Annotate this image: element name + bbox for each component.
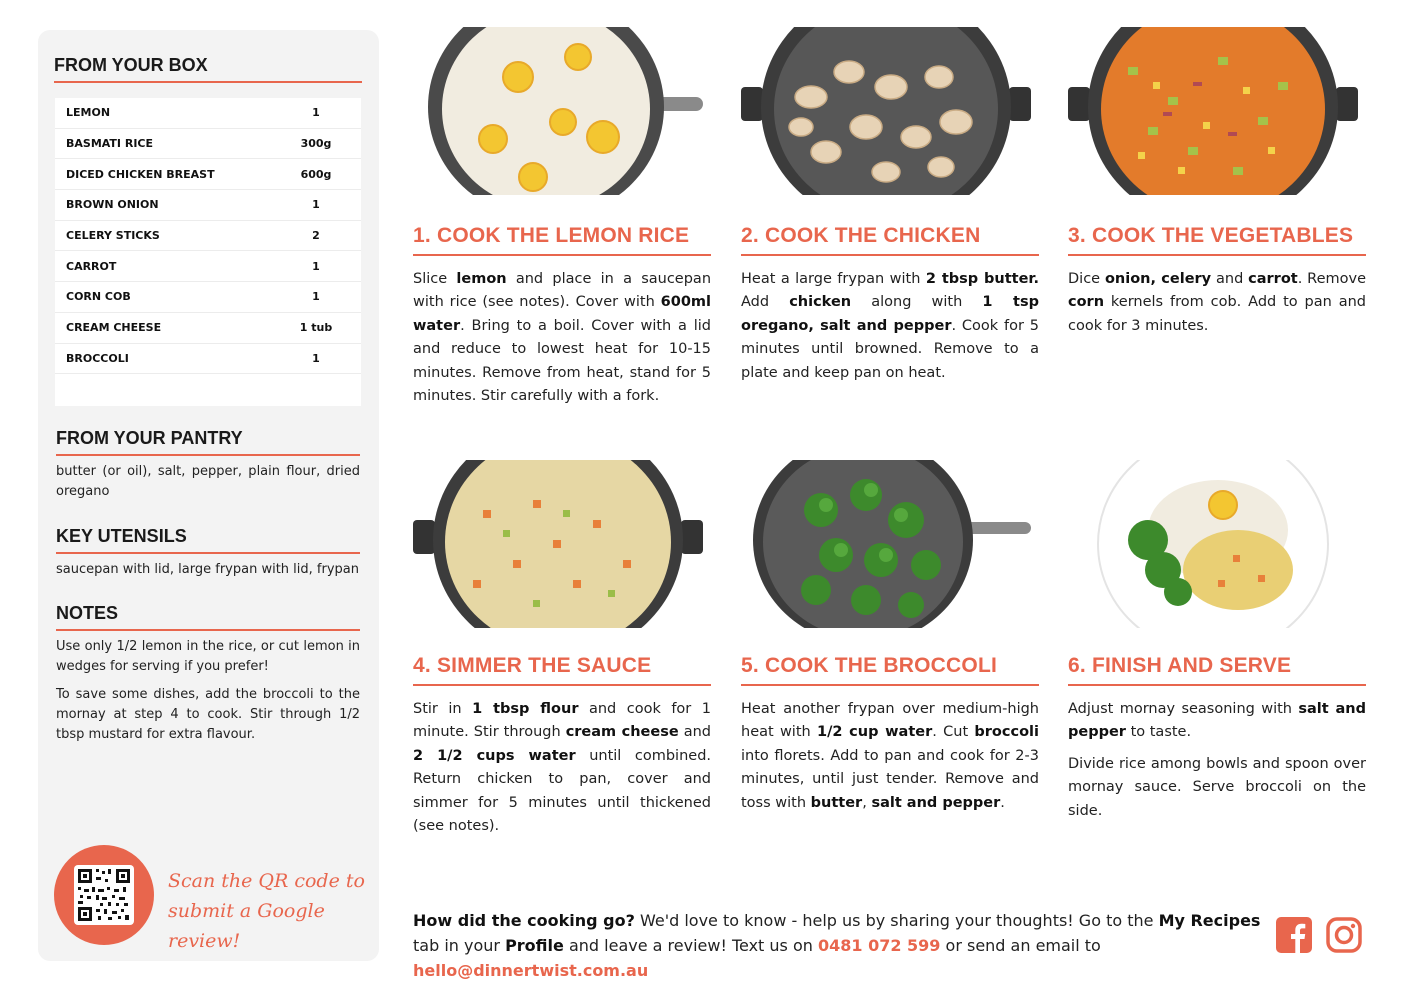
ingredient-qty: 1: [312, 259, 320, 273]
qr-caption-line1: Scan the QR code to: [168, 870, 365, 892]
text-run: until combined. Return chicken to pan, cover and simmer for 5 minutes until thickened (see notes).: [413, 747, 712, 835]
text-run: Slice: [413, 271, 457, 287]
ingredients-table: [55, 98, 361, 406]
ingredient-row: [55, 129, 361, 160]
text-run: Stir in: [413, 701, 473, 717]
step-4-photo: [413, 460, 703, 628]
ingredient-name: CELERY STICKS: [66, 229, 160, 243]
qr-caption: [168, 866, 368, 956]
text-run: or send an email to: [940, 936, 1101, 955]
ingredient-qty: 1 tub: [299, 321, 333, 335]
step-6-title: 6. FINISH AND SERVE: [1068, 654, 1292, 677]
step-4-text: [413, 698, 711, 838]
pantry-title: FROM YOUR PANTRY: [56, 428, 243, 448]
text-run: . Cook for 5 minutes until browned. Remove to a plate and keep pan on heat.: [741, 317, 1039, 381]
step-1-photo: [413, 27, 703, 195]
box-title: FROM YOUR BOX: [54, 55, 208, 75]
my-recipes-link[interactable]: My Recipes: [1158, 911, 1261, 930]
divider: [54, 81, 362, 83]
ingredient-highlight: 600ml water: [413, 294, 711, 334]
ingredient-name: CREAM CHEESE: [66, 321, 162, 335]
ingredient-highlight: carrot: [1248, 271, 1298, 287]
text-run: Add: [741, 294, 790, 311]
divider: [413, 254, 711, 256]
ingredient-qty: 1: [312, 198, 320, 212]
ingredient-highlight: onion, celery: [1104, 271, 1212, 287]
text-run: . Bring to a boil. Cover with a lid and reduce to lowest heat for 10-15 minutes. Remove from heat, stand for 5 minutes. Stir carefully with a fork.: [413, 317, 711, 405]
ingredient-qty: 1: [312, 290, 320, 304]
footer-question: How did the cooking go?: [413, 911, 635, 930]
divider: [1068, 684, 1366, 686]
ingredient-row: [55, 313, 361, 344]
ingredient-row: [55, 344, 361, 375]
text-run: Heat another frypan over medium-high heat with: [741, 701, 1039, 741]
text-run: We'd love to know - help us by sharing your thoughts! Go to the: [634, 911, 1159, 930]
ingredient-highlight: 2 tbsp butter.: [925, 271, 1039, 287]
utensils-text: saucepan with lid, large frypan with lid, frypan: [56, 562, 359, 577]
text-run: .: [1000, 794, 1005, 811]
phone-link[interactable]: 0481 072 599: [817, 936, 941, 955]
ingredient-row: [55, 282, 361, 313]
ingredient-qty: 600g: [300, 167, 332, 181]
ingredient-row: [55, 221, 361, 252]
divider: [741, 684, 1039, 686]
text-run: and leave a review! Text us on: [563, 936, 818, 955]
step-3-title: 3. COOK THE VEGETABLES: [1068, 224, 1354, 247]
step-6-para-1: [1068, 698, 1366, 745]
pantry-text: butter (or oil), salt, pepper, plain flour, dried oregano: [56, 464, 360, 499]
instagram-icon[interactable]: [1326, 917, 1362, 953]
divider: [741, 254, 1039, 256]
text-run: . Remove: [1297, 271, 1367, 287]
profile-link[interactable]: Profile: [505, 936, 564, 955]
note-2: To save some dishes, add the broccoli to the mornay at step 4 to cook. Stir through 1/2 tbsp mustard for extra flavour.: [56, 687, 360, 742]
ingredient-highlight: 1 tsp oregano, salt and pepper: [741, 294, 1039, 334]
review-footer: [413, 908, 1263, 983]
ingredient-name: CARROT: [66, 259, 117, 273]
divider: [56, 629, 360, 631]
step-3-photo: [1068, 27, 1358, 195]
ingredient-highlight: cream cheese: [565, 724, 679, 741]
step-6-para-2: Divide rice among bowls and spoon over mornay sauce. Serve broccoli on the side.: [1068, 755, 1366, 819]
step-3-text: [1068, 268, 1366, 338]
ingredient-qty: 1: [312, 106, 320, 120]
ingredient-name: DICED CHICKEN BREAST: [66, 167, 215, 181]
text-run: Dice: [1068, 271, 1105, 287]
qr-code-icon[interactable]: [74, 865, 134, 925]
ingredient-row: [55, 159, 361, 190]
ingredient-highlight: chicken: [789, 294, 852, 311]
step-2-text: [741, 268, 1039, 385]
note-1: Use only 1/2 lemon in the rice, or cut lemon in wedges for serving if you prefer!: [56, 639, 360, 674]
ingredient-highlight: corn: [1068, 294, 1105, 311]
divider: [1068, 254, 1366, 256]
step-2-photo: [741, 27, 1031, 195]
ingredient-highlight: 2 1/2 cups water: [413, 747, 576, 764]
ingredient-highlight: 1 tbsp flour: [472, 701, 579, 717]
step-2-title: 2. COOK THE CHICKEN: [741, 224, 981, 247]
text-run: tab in your: [413, 936, 506, 955]
ingredients-sidebar: [38, 30, 379, 961]
divider: [56, 552, 360, 554]
ingredient-name: BROCCOLI: [66, 351, 129, 365]
ingredient-qty: 2: [312, 229, 320, 243]
email-link[interactable]: hello@dinnertwist.com.au: [413, 961, 649, 980]
qr-badge[interactable]: [54, 845, 154, 945]
ingredient-name: BROWN ONION: [66, 198, 159, 212]
text-run: along with: [851, 294, 983, 311]
ingredient-row: [55, 98, 361, 129]
text-run: and: [678, 724, 711, 741]
text-run: to taste.: [1125, 724, 1192, 741]
ingredient-row: [55, 251, 361, 282]
ingredient-qty: 1: [312, 351, 320, 365]
ingredient-highlight: salt and pepper: [1068, 701, 1366, 741]
text-run: kernels from cob. Add to pan and cook for 3 minutes.: [1068, 294, 1366, 334]
facebook-icon[interactable]: [1276, 917, 1312, 953]
text-run: Heat a large frypan with: [741, 271, 926, 287]
text-run: and place in a saucepan with rice (see notes). Cover with: [413, 271, 712, 311]
ingredient-highlight: salt and pepper: [871, 794, 1001, 811]
text-run: ,: [862, 794, 872, 811]
text-run: . Cut: [932, 724, 975, 741]
step-5-title: 5. COOK THE BROCCOLI: [741, 654, 998, 677]
step-6-photo: [1068, 460, 1358, 628]
ingredient-highlight: butter: [810, 794, 863, 811]
utensils-title: KEY UTENSILS: [56, 526, 187, 546]
step-5-text: [741, 698, 1039, 815]
ingredient-name: CORN COB: [66, 290, 131, 304]
text-run: and cook for 1 minute. Stir through: [413, 701, 711, 741]
text-run: and: [1211, 271, 1249, 287]
divider: [413, 684, 711, 686]
step-4-title: 4. SIMMER THE SAUCE: [413, 654, 652, 677]
notes-title: NOTES: [56, 603, 119, 623]
ingredient-highlight: 1/2 cup water: [816, 724, 933, 741]
step-1-text: [413, 268, 711, 408]
step-5-photo: [741, 460, 1031, 628]
text-run: Adjust mornay seasoning with: [1068, 701, 1299, 717]
ingredient-qty: 300g: [300, 137, 332, 151]
ingredient-highlight: broccoli: [974, 724, 1039, 741]
step-1-title: 1. COOK THE LEMON RICE: [413, 224, 690, 247]
ingredient-name: LEMON: [66, 106, 111, 120]
ingredient-name: BASMATI RICE: [66, 137, 154, 151]
ingredient-row: [55, 190, 361, 221]
text-run: into florets. Add to pan and cook for 2-3 minutes, until just tender. Remove and toss with: [741, 747, 1039, 811]
qr-caption-line2: submit a Google review!: [168, 900, 325, 952]
step-6-text: [1068, 698, 1366, 831]
divider: [56, 454, 360, 456]
ingredient-highlight: lemon: [456, 271, 507, 287]
